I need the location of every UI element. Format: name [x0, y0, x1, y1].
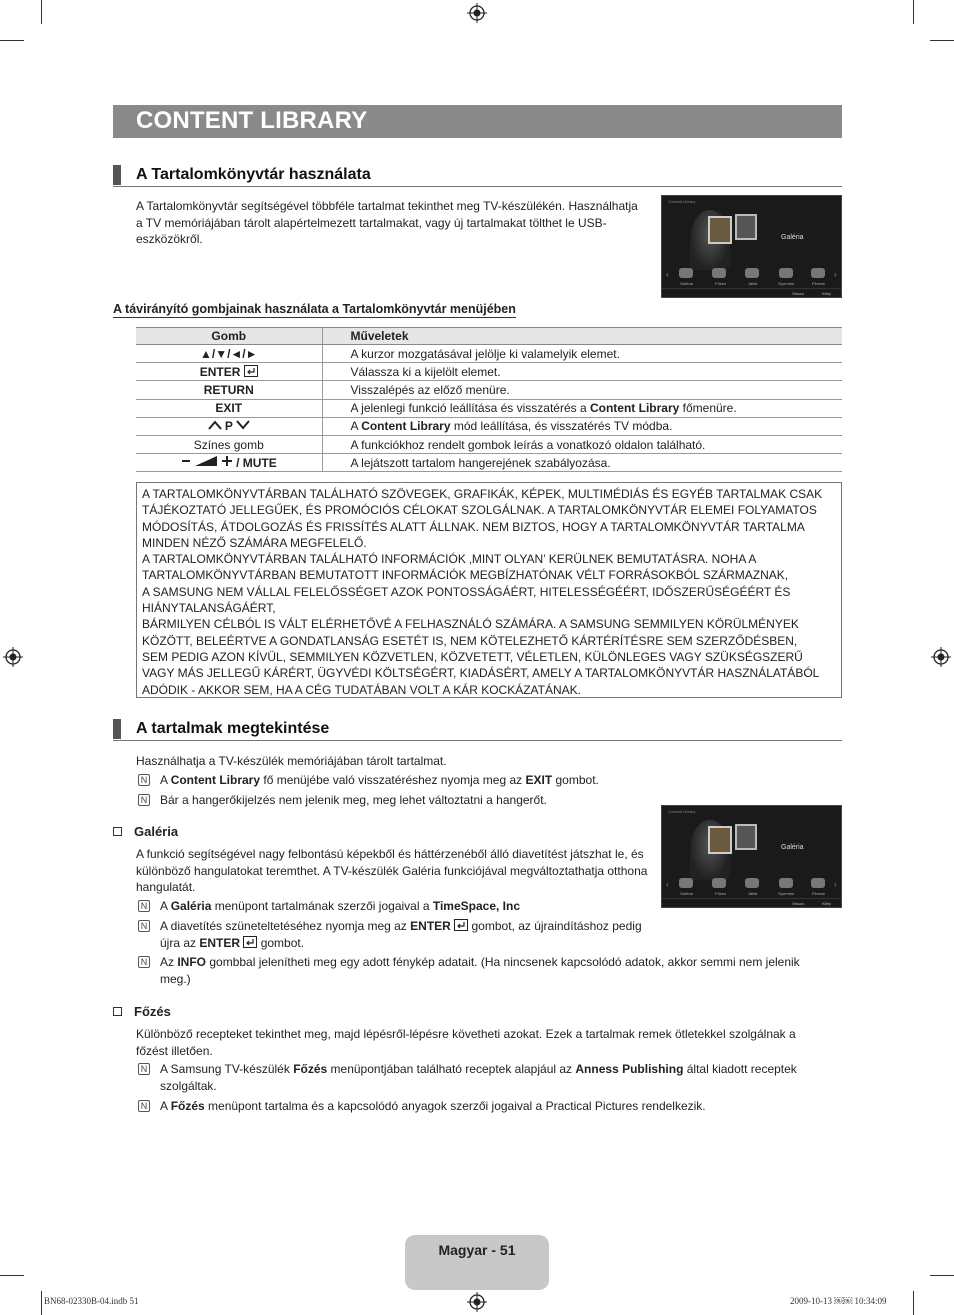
crop-mark [913, 0, 914, 24]
note-bold: EXIT [525, 773, 553, 787]
kids-icon [779, 878, 793, 888]
game-icon [745, 878, 759, 888]
disclaimer-line: TÁJÉKOZTATÓ JELLEGŰEK, ÉS PROMÓCIÓS CÉLOKAT SZOLGÁLNAK. A TARTALOMKÖNYVTÁR ELEMEI FOLYAMATOS [142, 503, 817, 518]
fitness-icon [811, 878, 825, 888]
menu-label: Gyermek [778, 891, 795, 896]
cooking-icon [712, 268, 726, 278]
tv-screen-thumbnail [661, 805, 842, 908]
crop-mark [0, 1275, 24, 1276]
text-line: Különböző recepteket tekinthet meg, majd lépésről-lépésre követheti azokat. Ezek a tartalmak remek ötletekkel szolgálnak a [136, 1027, 796, 1041]
note-line [160, 1061, 797, 1078]
game-icon [745, 268, 759, 278]
note-bold: INFO [177, 955, 207, 969]
button-cell [136, 417, 322, 435]
tv-screen-thumbnail [661, 195, 842, 298]
note-bold: ENTER [410, 919, 451, 933]
button-cell: EXIT [136, 399, 322, 417]
action-bold: Content Library [361, 419, 451, 434]
table-row [136, 454, 842, 472]
table-row [136, 417, 842, 435]
file-info: BN68-02330B-04.indb 51 [44, 1296, 139, 1306]
disclaimer-line: KÖZÖTT, BELEÉRTVE A GONDATLANSÁG ESETÉT IS, NEM KÖTELEZHETŐ KÁRTÉRÍTÉSRE SEM SZERZŐDÉSBEN, [142, 633, 798, 648]
text-line: hangulatát. [136, 880, 196, 894]
enter-label: ENTER [199, 364, 241, 379]
note-icon: N [138, 920, 150, 932]
note-part: Az [160, 955, 178, 969]
action-cell: Visszalépés az előző menüre. [322, 381, 842, 399]
note-part: A [160, 773, 171, 787]
note [138, 898, 638, 916]
note-bold: Content Library [170, 773, 261, 787]
menu-icons [679, 878, 839, 896]
heading-text: Galéria [134, 824, 179, 839]
action-cell: A kurzor mozgatásával jelölje ki valamelyik elemet. [322, 345, 842, 363]
disclaimer-line: BÁRMILYEN CÉLBÓL IS VÁLT ELÉRHETŐVÉ A FELHASZNÁLÓ SZÁMÁRA. A SAMSUNG SEMMILYEN KÖRÜLMÉNYEK [142, 617, 799, 632]
chevron-left-icon: ‹ [666, 880, 669, 889]
gallery-icon [679, 268, 693, 278]
screen-footer [662, 288, 842, 298]
disclaimer-line: A TARTALOMKÖNYVTÁRBAN TALÁLHATÓ INFORMÁCIÓK ‚MINT OLYAN’ KERÜLNEK BEMUTATÁSRA. NOHA A [142, 552, 757, 567]
intro-line: eszközökről. [136, 232, 203, 246]
action-cell: Válassza ki a kijelölt elemet. [322, 363, 842, 381]
disclaimer-line: HIÁNYTALANSÁGÁÉRT, [142, 601, 276, 616]
exit-label: Kilép [822, 291, 831, 296]
menu-icons [679, 268, 839, 286]
kids-icon [779, 268, 793, 278]
button-cell: Színes gomb [136, 435, 322, 453]
note [138, 918, 658, 952]
note-part: menüpont tartalmának szerzői jogaival a [211, 899, 433, 913]
note-part: újra az [160, 935, 200, 950]
note [138, 792, 658, 810]
note-bold: Főzés [293, 1062, 328, 1076]
menu-label: Főzés [715, 891, 726, 896]
chevron-left-icon: ‹ [666, 270, 669, 279]
note-line [160, 935, 642, 952]
action-cell: A lejátszott tartalom hangerejének szabályozása. [322, 454, 842, 472]
note-part: gombot. [552, 773, 599, 787]
checkbox-bullet-icon [113, 1007, 122, 1016]
picture-frame [708, 826, 732, 854]
button-cell [136, 363, 322, 381]
text-line: különböző hangulatokat teremthet. A TV-készülék Galéria funkciójával megváltoztathatja otthona [136, 863, 648, 878]
crop-mark [41, 0, 42, 24]
menu-label: Fitness [812, 891, 825, 896]
note-part: menüpontjában található receptek alapjául az [327, 1062, 576, 1076]
picture-frame [708, 216, 732, 244]
note-icon: N [138, 774, 150, 786]
screen-footer [662, 898, 842, 908]
fitness-icon [811, 268, 825, 278]
mute-label: / MUTE [236, 456, 277, 471]
note-part: A diavetítés szüneteltetéséhez nyomja meg az [160, 919, 411, 933]
note-line: szolgáltak. [160, 1078, 217, 1093]
chevron-down-icon [236, 420, 250, 430]
remote-title: A távirányító gombjainak használata a Tartalomkönyvtár menüjében [113, 302, 516, 316]
note-line [160, 918, 642, 935]
note-bold: TimeSpace, Inc [432, 899, 520, 913]
note-line [160, 954, 800, 971]
text-line: főzést illetően. [136, 1043, 213, 1058]
action-text: mód leállítása, és visszatérés TV módba. [450, 419, 673, 434]
picture-frame [735, 214, 757, 240]
gallery-label: Galéria [781, 844, 804, 851]
table-row [136, 345, 842, 363]
intro-line: a TV memóriájában tárolt alapértelmezett tartalmakat, vagy új tartalmakat tölthet le USB- [136, 215, 607, 230]
disclaimer-line: ADÓDIK - AKKOR SEM, HA A CÉG TUDATÁBAN VOLT A KÁR KOCKÁZATÁNAK. [142, 682, 582, 697]
section-heading [113, 719, 842, 741]
disclaimer-line: VAGY MÁS JELLEGŰ KÁRÉRT, ÜGYVÉDI KÖLTSÉGÉRT, KIADÁSÉRT, AMELY A TARTALOMKÖNYVTÁR HASZNÁLATÁBÓL [142, 666, 820, 681]
crop-mark [41, 1291, 42, 1315]
enter-icon [243, 936, 257, 948]
note [138, 772, 658, 790]
chevron-right-icon: › [834, 270, 837, 279]
note-icon: N [138, 1063, 150, 1075]
note-text [160, 772, 599, 789]
section-heading-text: A Tartalomkönyvtár használata [136, 166, 371, 183]
action-text: A [350, 419, 362, 434]
section-heading [113, 165, 842, 187]
disclaimer-line: A SAMSUNG NEM VÁLLAL FELELŐSSÉGET AZOK PONTOSSÁGÁÉRT, HITELESSÉGÉÉRT, IDŐSZERŰSÉGÉÉRT ÉS [142, 584, 791, 599]
note-part: A Samsung TV-készülék [160, 1062, 294, 1076]
disclaimer-box [136, 482, 842, 698]
note-part: A [160, 899, 171, 913]
note-part: fő menüjébe való visszatéréshez nyomja meg az [260, 773, 526, 787]
note-part: A [160, 1099, 171, 1113]
note-text [160, 954, 800, 987]
action-cell [322, 417, 842, 435]
note-part: gombbal jelenítheti meg egy adott fénykép adatait. (Ha nincsenek kapcsolódó adatok, akkor semmi nem jelenik [206, 955, 800, 969]
action-cell: A funkciókhoz rendelt gombok leírás a vonatkozó oldalon található. [322, 435, 842, 453]
button-cell [136, 454, 322, 472]
menu-label: Játék [748, 891, 758, 896]
menu-label: Galéria [680, 891, 693, 896]
note-text [160, 1061, 797, 1094]
action-cell [322, 399, 842, 417]
note-text [160, 1098, 706, 1115]
registration-mark-icon [467, 3, 487, 23]
print-date: 2009-10-13 ￼￼ 10:34:09 [790, 1296, 887, 1306]
menu-label: Galéria [680, 281, 693, 286]
menu-label: Fitness [812, 281, 825, 286]
heading-text: Főzés [134, 1004, 171, 1019]
gallery-text [136, 846, 647, 896]
note [138, 1098, 828, 1116]
enter-icon [244, 365, 258, 377]
note [138, 1061, 828, 1095]
note-bold: Galéria [170, 899, 212, 913]
crop-mark [0, 40, 24, 41]
disclaimer-line: MINDEN NÉZŐ SZÁMÁRA MEGFELELŐ. [142, 535, 367, 550]
action-text: főmenüre. [679, 401, 737, 416]
crop-mark [930, 40, 954, 41]
back-label: Vissza [792, 291, 804, 296]
gallery-icon [679, 878, 693, 888]
note-line: meg.) [160, 971, 191, 986]
section-heading-text: A tartalmak megtekintése [136, 720, 330, 737]
disclaimer-line: A TARTALOMKÖNYVTÁRBAN TALÁLHATÓ SZÖVEGEK, GRAFIKÁK, KÉPEK, MULTIMÉDIÁS ÉS EGYÉB TARTALMAK CSAK [142, 487, 823, 501]
crop-mark [930, 1275, 954, 1276]
menu-label: Főzés [715, 281, 726, 286]
note-part: gombot, az újraindításhoz pedig [468, 919, 642, 933]
section-intro: Használhatja a TV-készülék memóriájában tárolt tartalmat. [136, 754, 447, 768]
note-text [160, 918, 642, 951]
action-bold: Content Library [589, 401, 680, 416]
chevron-up-icon [208, 420, 222, 430]
col-action: Műveletek [322, 328, 842, 345]
note-icon: N [138, 956, 150, 968]
screen-title: Content Library [668, 199, 696, 204]
intro-line: A Tartalomkönyvtár segítségével többféle tartalmat tekinthet meg TV-készülékén. Használhatja [136, 199, 638, 213]
note-icon: N [138, 1100, 150, 1112]
note-text [160, 898, 520, 915]
table-row [136, 363, 842, 381]
registration-mark-icon [467, 1292, 487, 1312]
gallery-heading [113, 824, 178, 839]
note-part: menüpont tartalma és a kapcsolódó anyagok szerzői jogaival a Practical Pictures rendelkezik. [204, 1099, 706, 1113]
note-icon: N [138, 900, 150, 912]
registration-mark-icon [3, 647, 23, 667]
menu-label: Gyermek [778, 281, 795, 286]
table-row [136, 381, 842, 399]
back-label: Vissza [792, 901, 804, 906]
cooking-icon [712, 878, 726, 888]
registration-mark-icon [931, 647, 951, 667]
note-bold: Főzés [170, 1099, 205, 1113]
picture-frame [735, 824, 757, 850]
cooking-text [136, 1026, 796, 1059]
channel-label: P [224, 419, 233, 434]
page-title: CONTENT LIBRARY [113, 105, 842, 138]
note-text: Bár a hangerőkijelzés nem jelenik meg, meg lehet változtatni a hangerőt. [160, 793, 547, 807]
table-row [136, 399, 842, 417]
disclaimer-line: TARTALOMKÖNYVTÁRBAN BEMUTATOTT INFORMÁCIÓK MEGBÍZHATÓNAK VÉLT FORRÁSOKBÓL SZÁRMAZNAK, [142, 568, 789, 583]
note-bold: ENTER [199, 935, 241, 950]
table-row [136, 435, 842, 453]
disclaimer-line: MÓDOSÍTÁS, ÁTDOLGOZÁS ÉS FRISSÍTÉS ALATT ÁLLNAK. NEM BIZTOS, HOGY A TARTALOMKÖNYVTÁR TARTALMA [142, 519, 805, 534]
menu-label: Játék [748, 281, 758, 286]
note-icon: N [138, 794, 150, 806]
note-bold: Anness Publishing [575, 1062, 684, 1076]
section-marker [113, 719, 121, 739]
gallery-label: Galéria [781, 234, 804, 241]
note [138, 954, 828, 988]
text-line: A funkció segítségével nagy felbontású képekből és háttérzenéből álló diavetítést játszhat le, és [136, 847, 644, 861]
note-part: gombot. [257, 935, 305, 950]
action-text: A jelenlegi funkció leállítása és visszatérés a [350, 401, 590, 416]
section-intro [136, 198, 638, 248]
note-part: által kiadott receptek [683, 1062, 797, 1076]
disclaimer-line: SEM PEDIG AZON KÍVÜL, SEMMILYEN KÖZVETLEN, KÖZVETETT, VÉLETLEN, KÜLÖNLEGES VAGY SZÜKSÉGSZERŰ [142, 649, 803, 664]
chevron-right-icon: › [834, 880, 837, 889]
button-cell: RETURN [136, 381, 322, 399]
enter-icon [454, 919, 468, 931]
section-marker [113, 165, 121, 185]
remote-button-table [136, 327, 842, 472]
volume-icon [181, 455, 233, 467]
screen-title: Content Library [668, 809, 696, 814]
crop-mark [913, 1291, 914, 1315]
checkbox-bullet-icon [113, 827, 122, 836]
col-button: Gomb [136, 328, 322, 345]
table-header [136, 328, 842, 345]
cooking-heading [113, 1004, 171, 1019]
button-cell: ▲/▼/◄/► [136, 345, 322, 363]
exit-label: Kilép [822, 901, 831, 906]
page-number: Magyar - 51 [405, 1235, 549, 1290]
